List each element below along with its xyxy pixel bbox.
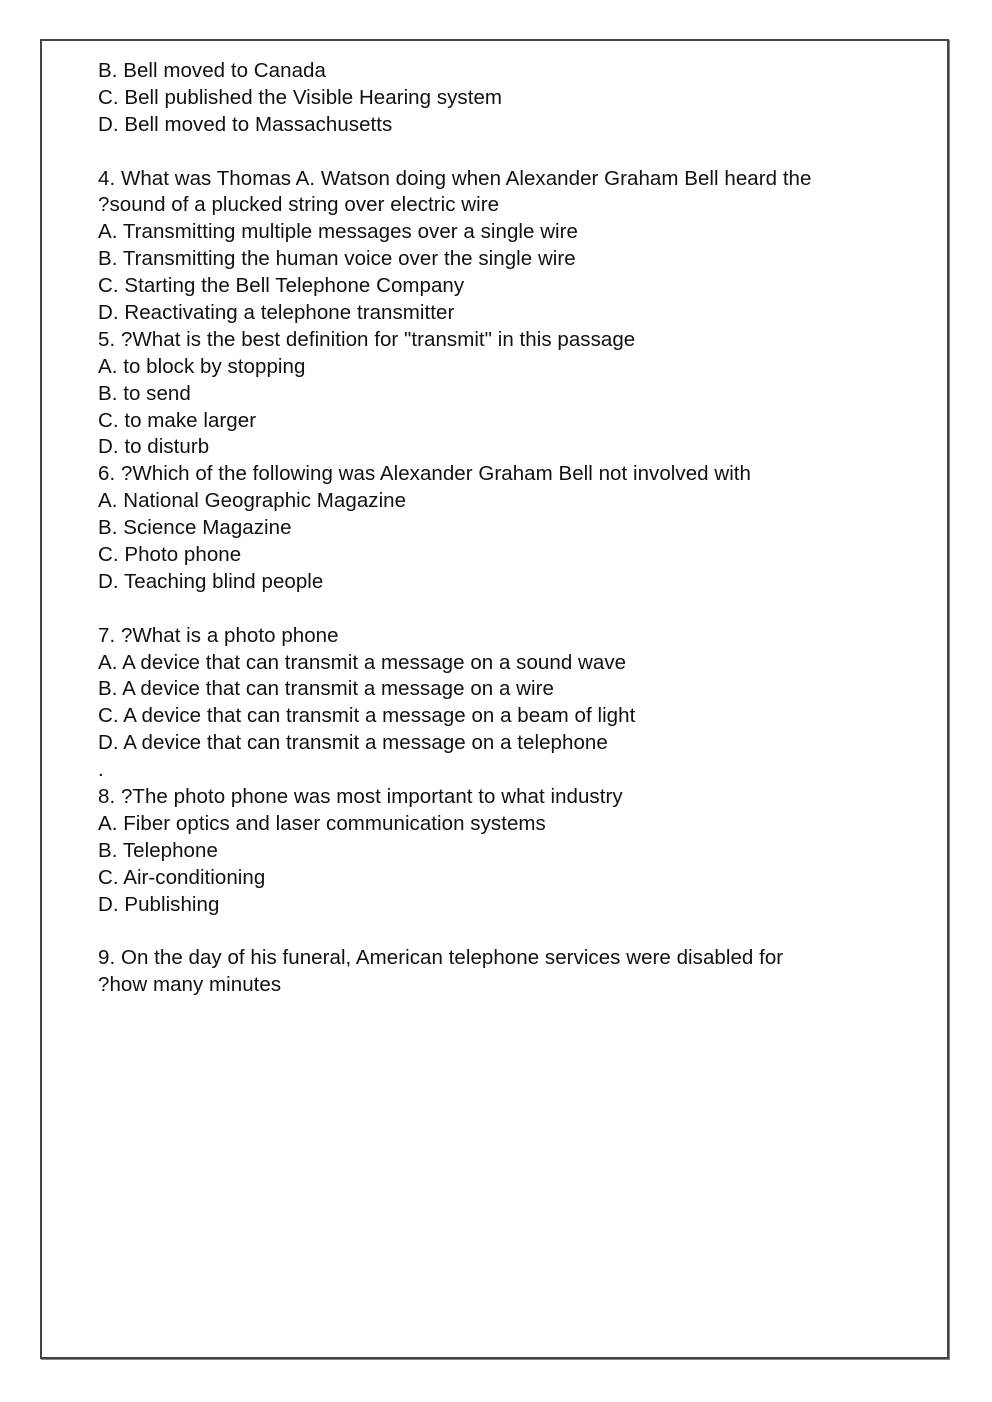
question-5	[98, 327, 918, 461]
option-5d: D. to disturb	[98, 435, 210, 459]
option-6b: B. Science Magazine	[98, 516, 292, 540]
option-4a: A. Transmitting multiple messages over a single wire	[98, 220, 578, 244]
option-8d: D. Publishing	[98, 892, 220, 916]
option-8a: A. Fiber optics and laser communication systems	[98, 811, 546, 835]
question-6-text: 6. ?Which of the following was Alexander Graham Bell not involved with	[98, 462, 752, 486]
question-7	[98, 623, 918, 784]
option-6c: C. Photo phone	[98, 543, 242, 567]
spacer	[98, 139, 918, 166]
spacer	[98, 596, 918, 623]
question-4	[98, 166, 918, 327]
question-4-text-line-1: 4. What was Thomas A. Watson doing when Alexander Graham Bell heard the	[98, 166, 812, 190]
question-8	[98, 784, 918, 918]
option-4c: C. Starting the Bell Telephone Company	[98, 274, 465, 298]
question-8-text: 8. ?The photo phone was most important to what industry	[98, 785, 623, 809]
option-3b: B. Bell moved to Canada	[98, 59, 326, 82]
option-8c: C. Air-conditioning	[98, 865, 266, 889]
option-7b: B. A device that can transmit a message on a wire	[98, 677, 554, 701]
trailing-period: .	[98, 758, 104, 782]
question-6	[98, 461, 918, 595]
option-4d: D. Reactivating a telephone transmitter	[98, 301, 455, 325]
option-5b: B. to send	[98, 381, 191, 405]
question-9-text-line-2: ?how many minutes	[98, 973, 282, 997]
option-4b: B. Transmitting the human voice over the single wire	[98, 247, 576, 271]
option-7c: C. A device that can transmit a message on a beam of light	[98, 704, 636, 728]
option-3c: C. Bell published the Visible Hearing system	[98, 85, 503, 109]
option-7d: D. A device that can transmit a message on a telephone	[98, 731, 608, 755]
option-6d: D. Teaching blind people	[98, 569, 324, 593]
spacer	[98, 919, 918, 946]
option-7a: A. A device that can transmit a message on a sound wave	[98, 650, 627, 674]
option-5c: C. to make larger	[98, 408, 257, 432]
worksheet-content	[98, 58, 918, 999]
question-9-text-line-1: 9. On the day of his funeral, American telephone services were disabled for	[98, 946, 784, 970]
option-3d: D. Bell moved to Massachusetts	[98, 112, 393, 136]
option-5a: A. to block by stopping	[98, 354, 306, 378]
question-7-text: 7. ?What is a photo phone	[98, 623, 339, 647]
question-4-text-line-2: ?sound of a plucked string over electric wire	[98, 193, 500, 217]
question-5-text: 5. ?What is the best definition for "transmit" in this passage	[98, 327, 636, 351]
question-3-options	[98, 58, 918, 139]
question-9	[98, 945, 918, 999]
option-8b: B. Telephone	[98, 838, 218, 862]
option-6a: A. National Geographic Magazine	[98, 489, 407, 513]
